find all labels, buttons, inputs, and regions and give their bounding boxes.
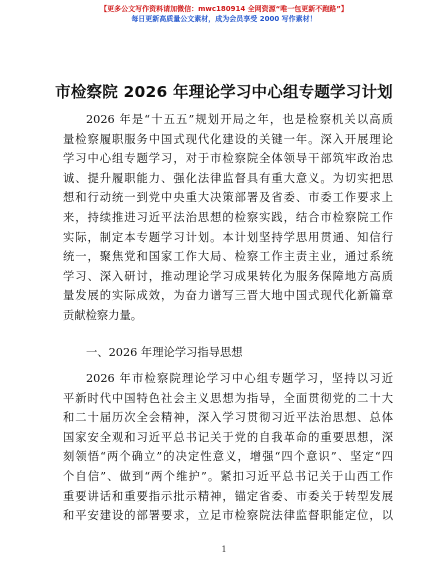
- document-title: 市检察院 2026 年理论学习中心组专题学习计划: [55, 83, 393, 101]
- paragraph-line: 实际，制定本专题学习计划。本计划坚持学思用贯通、知信行: [63, 230, 393, 244]
- banner-member-line: 每日更新高质量公文素材，成为会员享受 2000 写作素材！: [131, 15, 317, 23]
- paragraph-line: 想和行动统一到党中央重大决策部署及省委、市委工作要求上: [63, 191, 393, 205]
- paragraph-line: 2026 年是“十五五”规划开局之年，也是检察机关以高质: [86, 113, 393, 126]
- header-banner: [0, 4, 448, 24]
- paragraph-line: 诚、提升履职能力、强化法律监督具有重大意义。为切实把思: [63, 171, 393, 185]
- paragraph-line: 贡献检察力量。: [63, 308, 143, 322]
- paragraph-line: 和平安建设的部署要求，立足市检察院法律监督职能定位，以: [63, 509, 393, 523]
- paragraph-line: 来，持续推进习近平法治思想的检察实践，结合市检察院工作: [63, 210, 393, 224]
- guiding-ideology-paragraph: [63, 369, 393, 526]
- paragraph-line: 量发展的实际成效，为奋力谱写三晋大地中国式现代化新篇章: [63, 289, 393, 303]
- paragraph-line: 刻领悟“两个确立”的决定性意义，增强“四个意识”、坚定“四: [63, 450, 393, 464]
- paragraph-line: 国家安全观和习近平总书记关于党的自我革命的重要思想，深: [63, 430, 393, 444]
- page-number: 1: [221, 545, 227, 554]
- paragraph-line: 重要讲话和重要指示批示精神，锚定省委、市委关于转型发展: [63, 489, 393, 503]
- paragraph-line: 统一，聚焦党和国家工作大局、检察工作主责主业，通过系统: [63, 250, 393, 264]
- paragraph-line: 学习、深入研讨，推动理论学习成果转化为服务保障地方高质: [63, 269, 393, 283]
- paragraph-line: 2026 年市检察院理论学习中心组专题学习，坚持以习近: [86, 372, 393, 385]
- intro-paragraph: [63, 110, 393, 326]
- paragraph-line: 和二十届历次全会精神，深入学习贯彻习近平法治思想、总体: [63, 411, 393, 425]
- paragraph-line: 个自信”、做到“两个维护”。紧扣习近平总书记关于山西工作: [63, 469, 393, 483]
- paragraph-line: 量检察履职服务中国式现代化建设的关键一年。深入开展理论: [63, 132, 393, 146]
- paragraph-line: 学习中心组专题学习，对于市检察院全体领导干部筑牢政治忠: [63, 152, 393, 166]
- section-heading: 一、2026 年理论学习指导思想: [86, 346, 243, 359]
- banner-promo-line: 【更多公文写作资料请加微信：mwc180914 全网资源“唯一包更新不跑路”】: [100, 5, 348, 13]
- paragraph-line: 平新时代中国特色社会主义思想为指导，全面贯彻党的二十大: [63, 391, 393, 405]
